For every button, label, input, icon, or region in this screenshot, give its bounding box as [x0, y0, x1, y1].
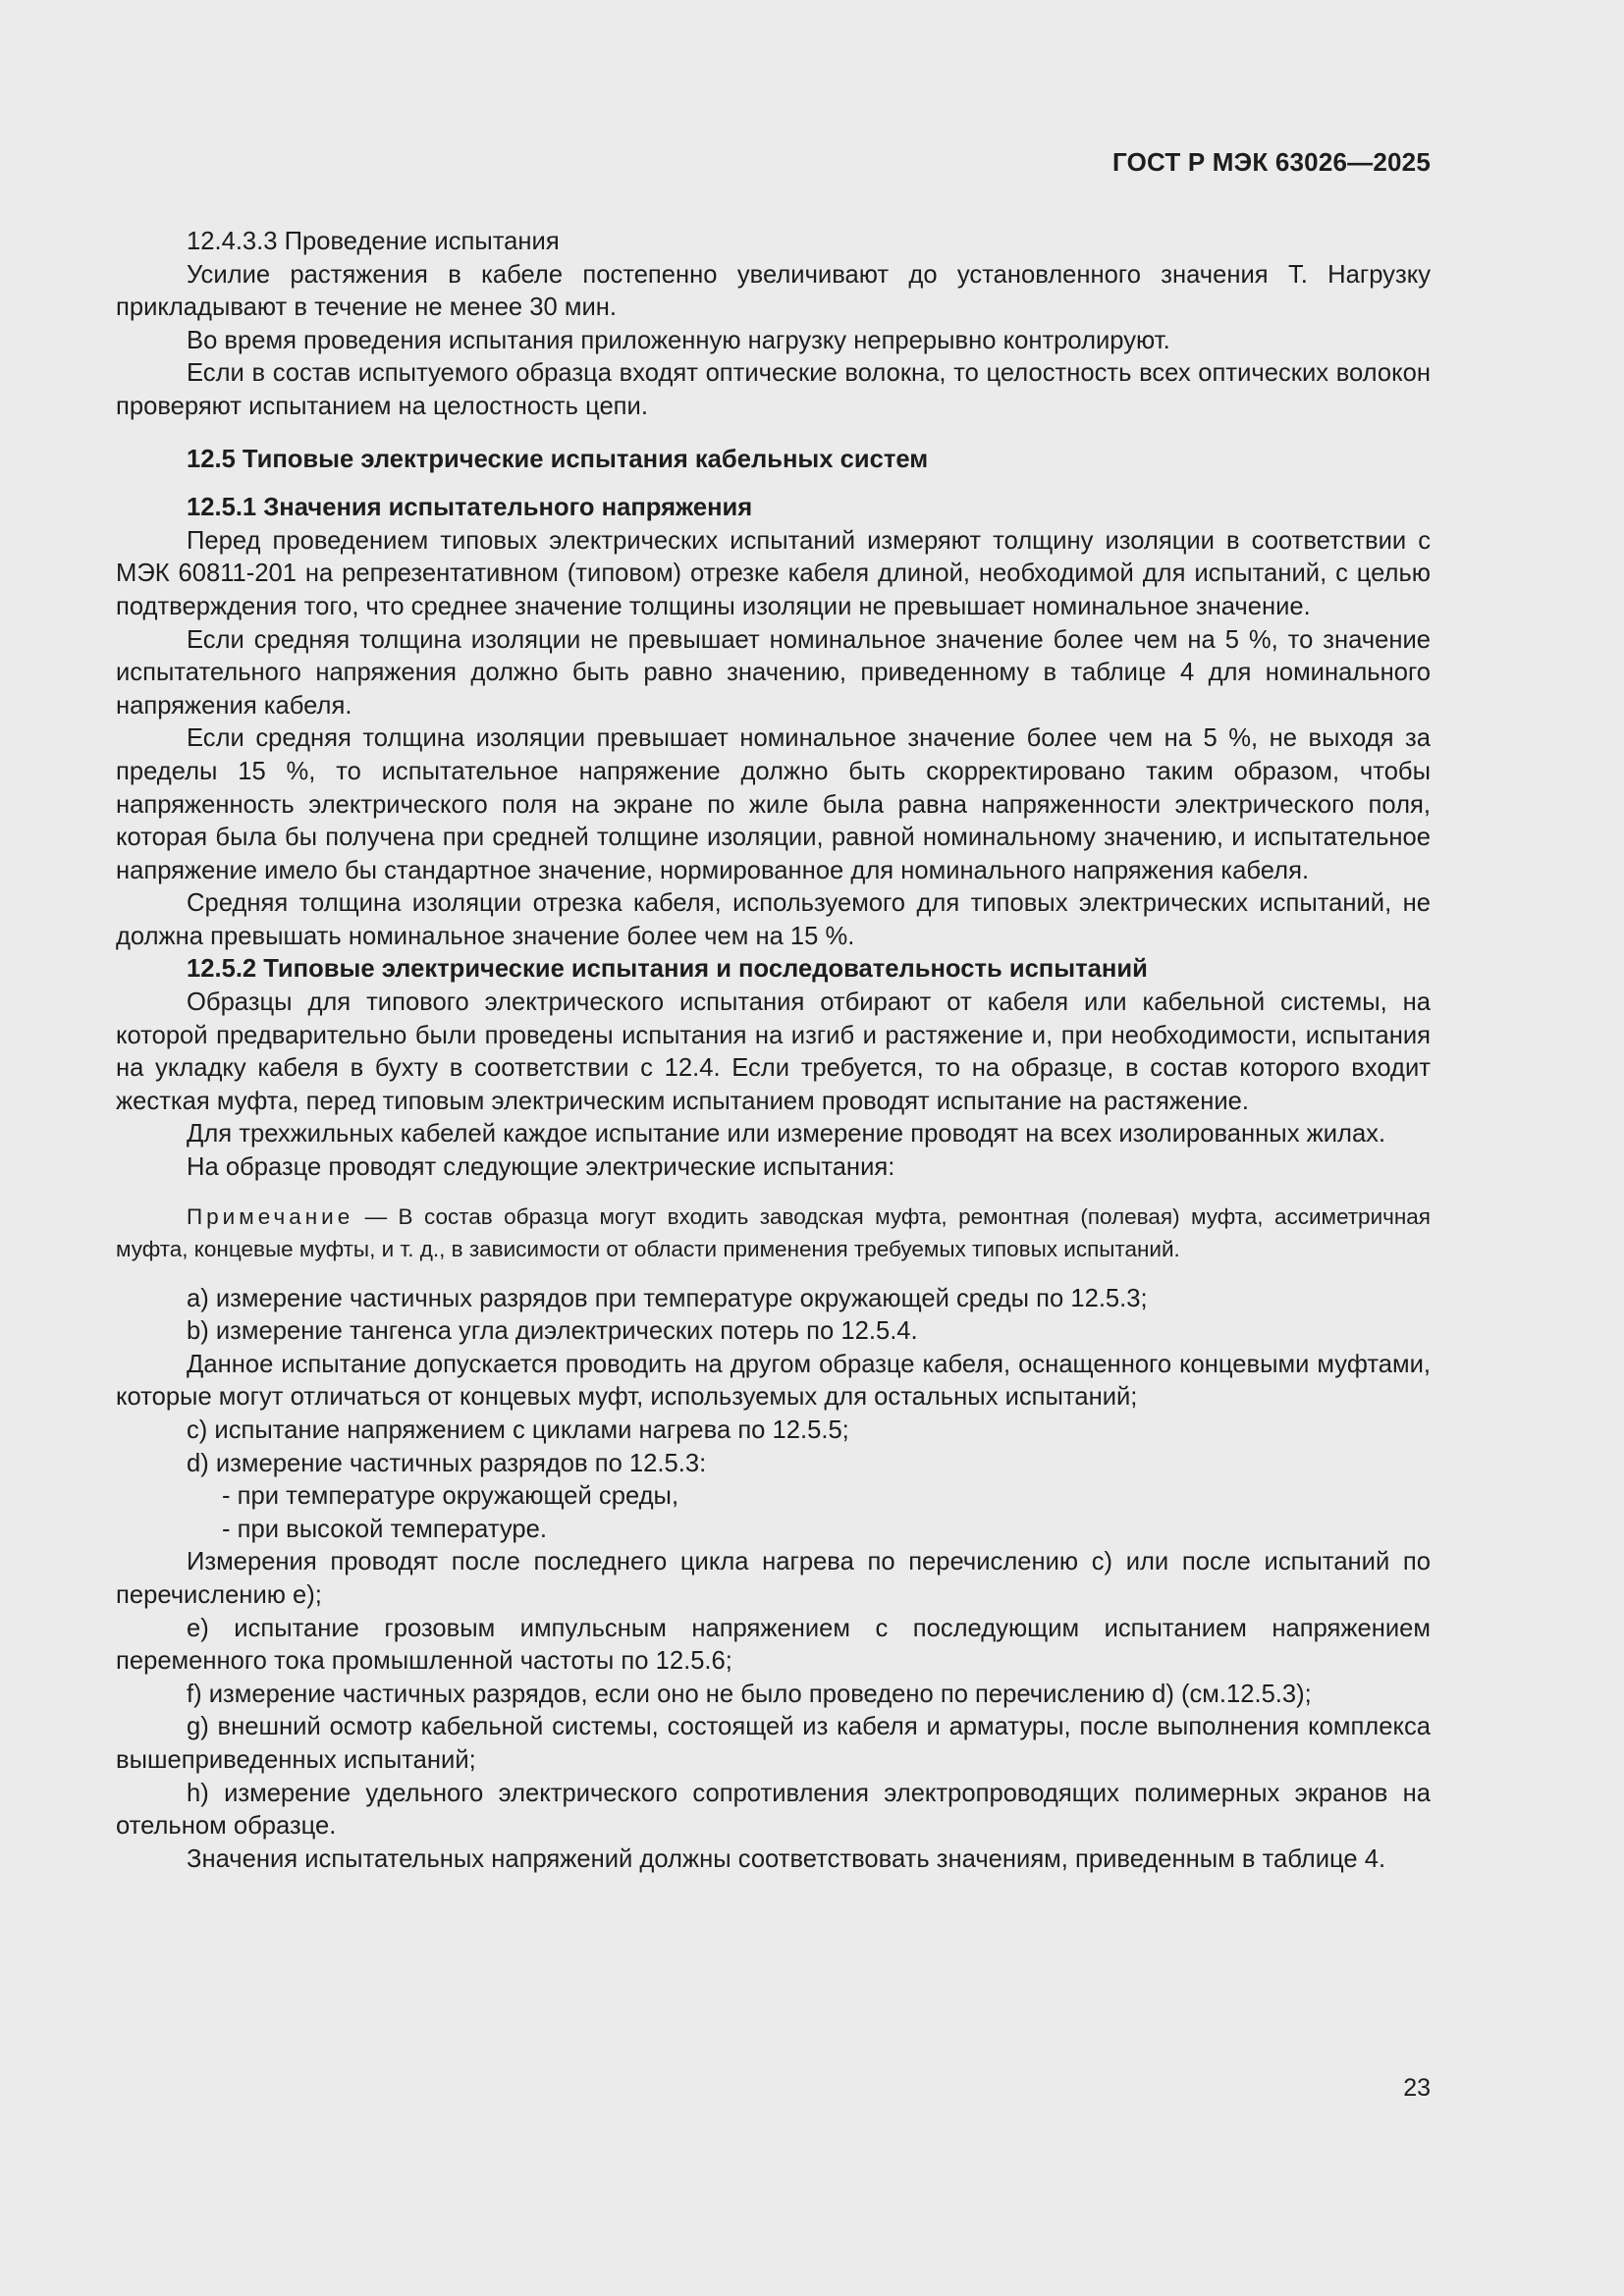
section-heading-12-5: 12.5 Типовые электрические испытания кабельных систем: [187, 445, 929, 473]
list-item-c: c) испытание напряжением с циклами нагрева по 12.5.5;: [187, 1416, 849, 1444]
section-heading-12-4-3-3: 12.4.3.3 Проведение испытания: [187, 228, 560, 255]
list-item-e: e) испытание грозовым импульсным напряжением с последующим испытанием напряжением переменного тока промышленной частоты по 12.5.6;: [116, 1614, 1431, 1676]
note-text: — В состав образца могут входить заводская муфта, ремонтная (полевая) муфта, ассиметричная муфта, концевые муфты, и т. д., в зависимости от области применения требуемых типовых испытаний.: [116, 1203, 1431, 1261]
paragraph: Значения испытательных напряжений должны соответствовать значениям, приведенным в таблице 4.: [187, 1844, 1386, 1873]
paragraph: Измерения проводят после последнего цикла нагрева по перечислению c) или после испытаний по перечислению e);: [116, 1548, 1431, 1609]
dash-item: - при высокой температуре.: [222, 1515, 547, 1543]
document-body: [116, 226, 1431, 1876]
dash-item: - при температуре окружающей среды,: [222, 1482, 679, 1511]
list-item-b: b) измерение тангенса угла диэлектрических потерь по 12.5.4.: [187, 1317, 918, 1346]
paragraph: Если средняя толщина изоляции превышает номинальное значение более чем на 5 %, не выходя за пределы 15 %, то испытательное напряжение должно быть скорректировано таким образом, чтобы напряженность электрического поля на экране по жиле была равна напряженности электрического поля, которая была бы получена при средней толщине изоляции, равной номинальному значению, и испытательное напряжение имело бы стандартное значение, нормированное для номинального напряжения кабеля.: [116, 724, 1431, 884]
paragraph: Во время проведения испытания приложенную нагрузку непрерывно контролируют.: [187, 326, 1170, 354]
paragraph: Если в состав испытуемого образца входят оптические волокна, то целостность всех оптических волокон проверяют испытанием на целостность цепи.: [116, 359, 1431, 420]
page-number: 23: [1403, 2074, 1431, 2102]
list-item-d: d) измерение частичных разрядов по 12.5.3:: [187, 1449, 707, 1477]
paragraph: Усилие растяжения в кабеле постепенно увеличивают до установленного значения T. Нагрузку прикладывают в течение не менее 30 мин.: [116, 260, 1431, 322]
document-id-header: ГОСТ Р МЭК 63026—2025: [1111, 147, 1431, 177]
section-heading-12-5-1: 12.5.1 Значения испытательного напряжения: [187, 494, 753, 522]
list-item-g: g) внешний осмотр кабельной системы, состоящей из кабеля и арматуры, после выполнения комплекса вышеприведенных испытаний;: [116, 1713, 1431, 1774]
paragraph: Перед проведением типовых электрических испытаний измеряют толщину изоляции в соответствии с МЭК 60811-201 на репрезентативном (типовом) отрезке кабеля длиной, необходимой для испытаний, с целью подтверждения того, что среднее значение толщины изоляции не превышает номинальное значение.: [116, 526, 1431, 620]
paragraph: Для трехжильных кабелей каждое испытание или измерение проводят на всех изолированных жилах.: [187, 1120, 1386, 1148]
document-page: [116, 0, 1431, 2296]
paragraph: Данное испытание допускается проводить на другом образце кабеля, оснащенного концевыми муфтами, которые могут отличаться от концевых муфт, используемых для остальных испытаний;: [116, 1350, 1431, 1412]
note: [116, 1201, 1431, 1265]
list-item-a: a) измерение частичных разрядов при температуре окружающей среды по 12.5.3;: [187, 1284, 1148, 1312]
list-item-h: h) измерение удельного электрического сопротивления электропроводящих полимерных экранов на отельном образце.: [116, 1779, 1431, 1841]
paragraph: На образце проводят следующие электрические испытания:: [187, 1153, 895, 1182]
paragraph: Средняя толщина изоляции отрезка кабеля, используемого для типовых электрических испытаний, не должна превышать номинальное значение более чем на 15 %.: [116, 889, 1431, 950]
note-label: Примечание: [187, 1203, 354, 1229]
list-item-f: f) измерение частичных разрядов, если оно не было проведено по перечислению d) (см.12.5.3);: [187, 1680, 1312, 1708]
paragraph: Если средняя толщина изоляции не превышает номинальное значение более чем на 5 %, то значение испытательного напряжения должно быть равно значению, приведенному в таблице 4 для номинального напряжения кабеля.: [116, 625, 1431, 720]
section-heading-12-5-2: 12.5.2 Типовые электрические испытания и последовательность испытаний: [187, 955, 1148, 984]
paragraph: Образцы для типового электрического испытания отбирают от кабеля или кабельной системы, на которой предварительно были проведены испытания на изгиб и растяжение и, при необходимости, испытания на укладку кабеля в бухту в соответствии с 12.4. Если требуется, то на образце, в состав которого входит жесткая муфта, перед типовым электрическим испытанием проводят испытание на растяжение.: [116, 988, 1431, 1115]
